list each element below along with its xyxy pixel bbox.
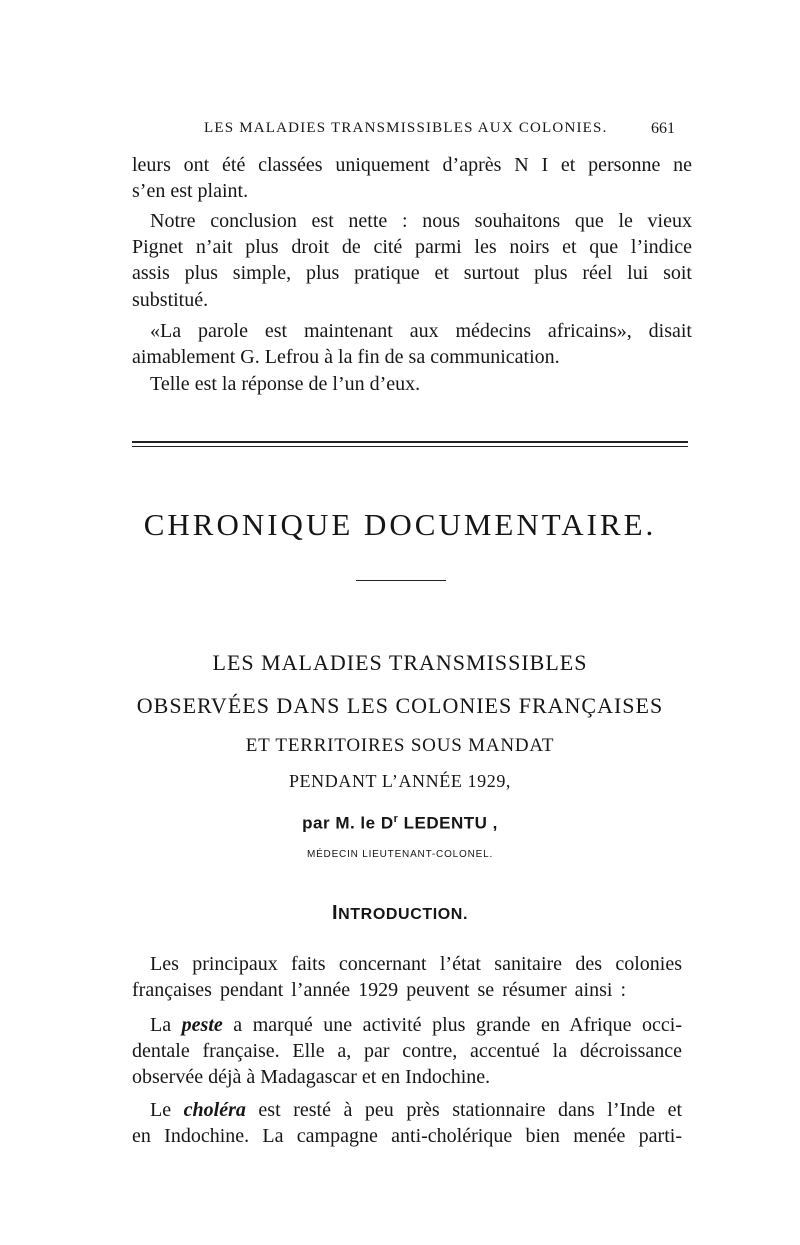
article-title-line-3: ET TERRITOIRES SOUS MANDAT [245, 735, 555, 756]
author-rank: MÉDECIN LIEUTENANT-COLONEL. [306, 849, 494, 860]
text-line: s’en est plaint. [132, 180, 249, 202]
page-number: 661 [651, 120, 675, 137]
text-line: en Indochine. La campagne anti-cholérique bien menée parti- [132, 1125, 682, 1147]
article-title-line-1: LES MALADIES TRANSMISSIBLES [212, 650, 588, 675]
text-line: observée déjà à Madagascar et en Indochine. [132, 1066, 491, 1088]
disease-term: choléra [183, 1099, 246, 1121]
author-name: LEDENTU , [398, 813, 498, 833]
article-title-line-4: PENDANT L’ANNÉE 1929, [288, 771, 512, 791]
section-heading-rest: NTRODUCTION. [338, 906, 469, 923]
section-divider-thin [132, 446, 688, 447]
article-title-line-2: OBSERVÉES DANS LES COLONIES FRANÇAISES [136, 693, 664, 718]
author-prefix: par M. le D [302, 813, 394, 833]
section-divider [132, 441, 688, 443]
text-line: substitué. [132, 289, 209, 311]
text-segment: Le [150, 1099, 184, 1121]
text-line: Notre conclusion est nette : nous souhaitons que le vieux [150, 210, 692, 232]
author-line [0, 813, 800, 834]
text-line: leurs ont été classées uniquement d’après N I et personne ne [132, 154, 692, 176]
text-line: assis plus simple, plus pratique et surtout plus réel lui soit [132, 262, 692, 284]
chronicle-title: CHRONIQUE DOCUMENTAIRE. [143, 507, 657, 542]
text-line: Les principaux faits concernant l’état sanitaire des colonies [150, 953, 682, 975]
short-divider [356, 580, 446, 581]
text-line: Pignet n’ait plus droit de cité parmi les noirs et que l’indice [132, 236, 692, 258]
text-segment: La [150, 1014, 182, 1036]
text-line [150, 1012, 682, 1038]
text-line: Telle est la réponse de l’un d’eux. [150, 373, 421, 395]
text-line: «La parole est maintenant aux médecins africains», disait [150, 320, 692, 342]
text-line: aimablement G. Lefrou à la fin de sa communication. [132, 346, 560, 368]
running-head-title: LES MALADIES TRANSMISSIBLES AUX COLONIES. [204, 120, 608, 136]
author-superscript: r [393, 813, 399, 825]
text-line: françaises pendant l’année 1929 peuvent se résumer ainsi : [132, 979, 626, 1001]
text-line [150, 1097, 682, 1123]
disease-term: peste [181, 1014, 223, 1036]
text-segment: est resté à peu près stationnaire dans l’Inde et [245, 1099, 683, 1121]
section-heading [0, 902, 800, 925]
text-line: dentale française. Elle a, par contre, accentué la décroissance [132, 1040, 682, 1062]
section-heading-initial: I [331, 902, 339, 924]
text-segment: a marqué une activité plus grande en Afrique occi- [222, 1014, 683, 1036]
